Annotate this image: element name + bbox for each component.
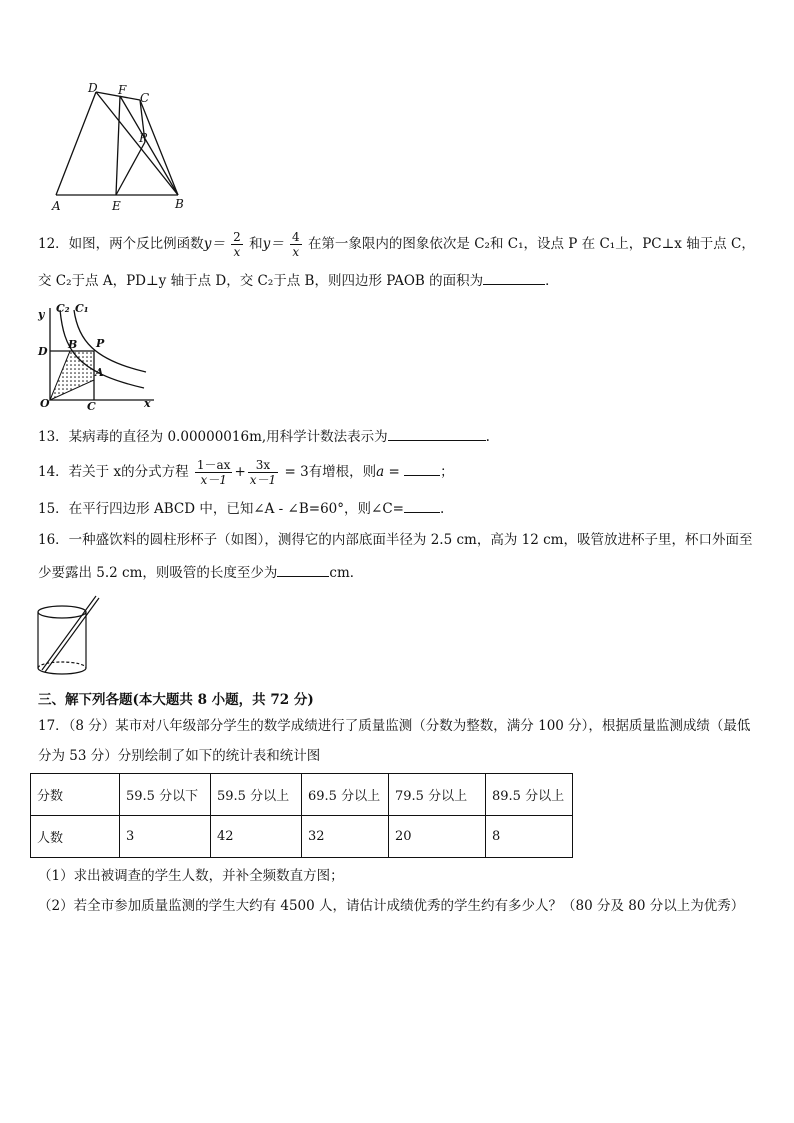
label-B: B [175, 197, 184, 211]
table-cell: 79.5 分以上 [389, 774, 486, 816]
question-13: 13．某病毒的直径为 0.00000016m,用科学计数法表示为 . [38, 426, 490, 447]
table-cell: 3 [120, 816, 211, 858]
label-E: E [112, 199, 121, 213]
question-17-sub2: （2）若全市参加质量监测的学生大约有 4500 人，请估计成绩优秀的学生约有多少人？（80 分及 80 分以上为优秀） [38, 898, 745, 914]
question-16-line2: 少要露出 5.2 cm，则吸管的长度至少为 cm． [38, 562, 363, 583]
label-P: P [139, 131, 148, 145]
fraction-2-over-x: $\frac{2}{x}$ [233, 230, 241, 259]
table-cell: 32 [302, 816, 389, 858]
label-C1: C₁ [75, 302, 89, 315]
figure-hyperbolas [34, 300, 164, 415]
fraction-3x: $\frac{3x}{x-1}$ [249, 458, 277, 487]
figure-cup-straw [30, 592, 110, 682]
label-y: y [38, 308, 45, 321]
section-3-heading: 三、解下列各题(本大题共 8 小题，共 72 分) [38, 692, 314, 708]
question-15: 15．在平行四边形 ABCD 中，已知∠A - ∠B=60°，则∠C= . [38, 498, 444, 519]
table-cell: 分数 [31, 774, 120, 816]
answer-blank-16[interactable] [277, 562, 329, 577]
label-B: B [68, 338, 78, 351]
table-cell: 人数 [31, 816, 120, 858]
table-cell: 89.5 分以上 [486, 774, 573, 816]
label-C: C [140, 91, 150, 105]
fraction-4-over-x: $\frac{4}{x}$ [292, 230, 300, 259]
label-C2: C₂ [56, 302, 70, 315]
label-P: P [96, 337, 105, 350]
table-cell: 20 [389, 816, 486, 858]
answer-blank-14[interactable] [404, 461, 440, 476]
label-F: F [118, 83, 127, 97]
question-16-line1: 16．一种盛饮料的圆柱形杯子（如图），测得它的内部底面半径为 2.5 cm，高为 12 cm，吸管放进杯子里，杯口外面至 [38, 532, 753, 548]
table-row [31, 774, 573, 816]
question-17-line2: 分为 53 分）分别绘制了如下的统计表和统计图 [38, 748, 321, 764]
figure-trapezoid [48, 82, 198, 214]
question-12-line2: 交 C₂于点 A，PD⊥y 轴于点 D，交 C₂于点 B，则四边形 PAOB 的面积为 ． [38, 270, 559, 291]
label-O: O [40, 397, 50, 410]
label-C: C [87, 400, 96, 413]
question-17-line1: 17．（8 分）某市对八年级部分学生的数学成绩进行了质量监测（分数为整数，满分 100 分），根据质量监测成绩（最低 [38, 718, 751, 734]
label-A: A [95, 366, 104, 379]
answer-blank-12[interactable] [483, 270, 545, 285]
answer-blank-13[interactable] [388, 426, 486, 441]
table-cell: 59.5 分以下 [120, 774, 211, 816]
table-row [31, 816, 573, 858]
answer-blank-15[interactable] [404, 498, 440, 513]
fraction-1-minus-ax: $\frac{1-ax}{x-1}$ [196, 458, 231, 487]
table-cell: 69.5 分以上 [302, 774, 389, 816]
label-D: D [38, 345, 48, 358]
label-A: A [52, 199, 61, 213]
table-cell: 8 [486, 816, 573, 858]
table-cell: 42 [211, 816, 302, 858]
score-table [30, 773, 573, 858]
table-cell: 59.5 分以上 [211, 774, 302, 816]
question-12-line1: 12．如图，两个反比例函数y＝ $\frac{2}{x}$ 和y＝ $\frac{4}{x}$ 在第一象限内的图象依次是 C₂和 C₁，设点 P 在 C₁上，PC⊥x 轴于点 C， [38, 230, 755, 259]
question-14: 14．若关于 x的分式方程 $\frac{1-ax}{x-1}$ + $\frac{3x}{x-1}$ = 3有增根，则a = ； [38, 458, 454, 487]
label-D: D [88, 82, 98, 95]
label-x: x [144, 397, 151, 410]
question-17-sub1: （1）求出被调查的学生人数，并补全频数直方图； [38, 868, 344, 884]
